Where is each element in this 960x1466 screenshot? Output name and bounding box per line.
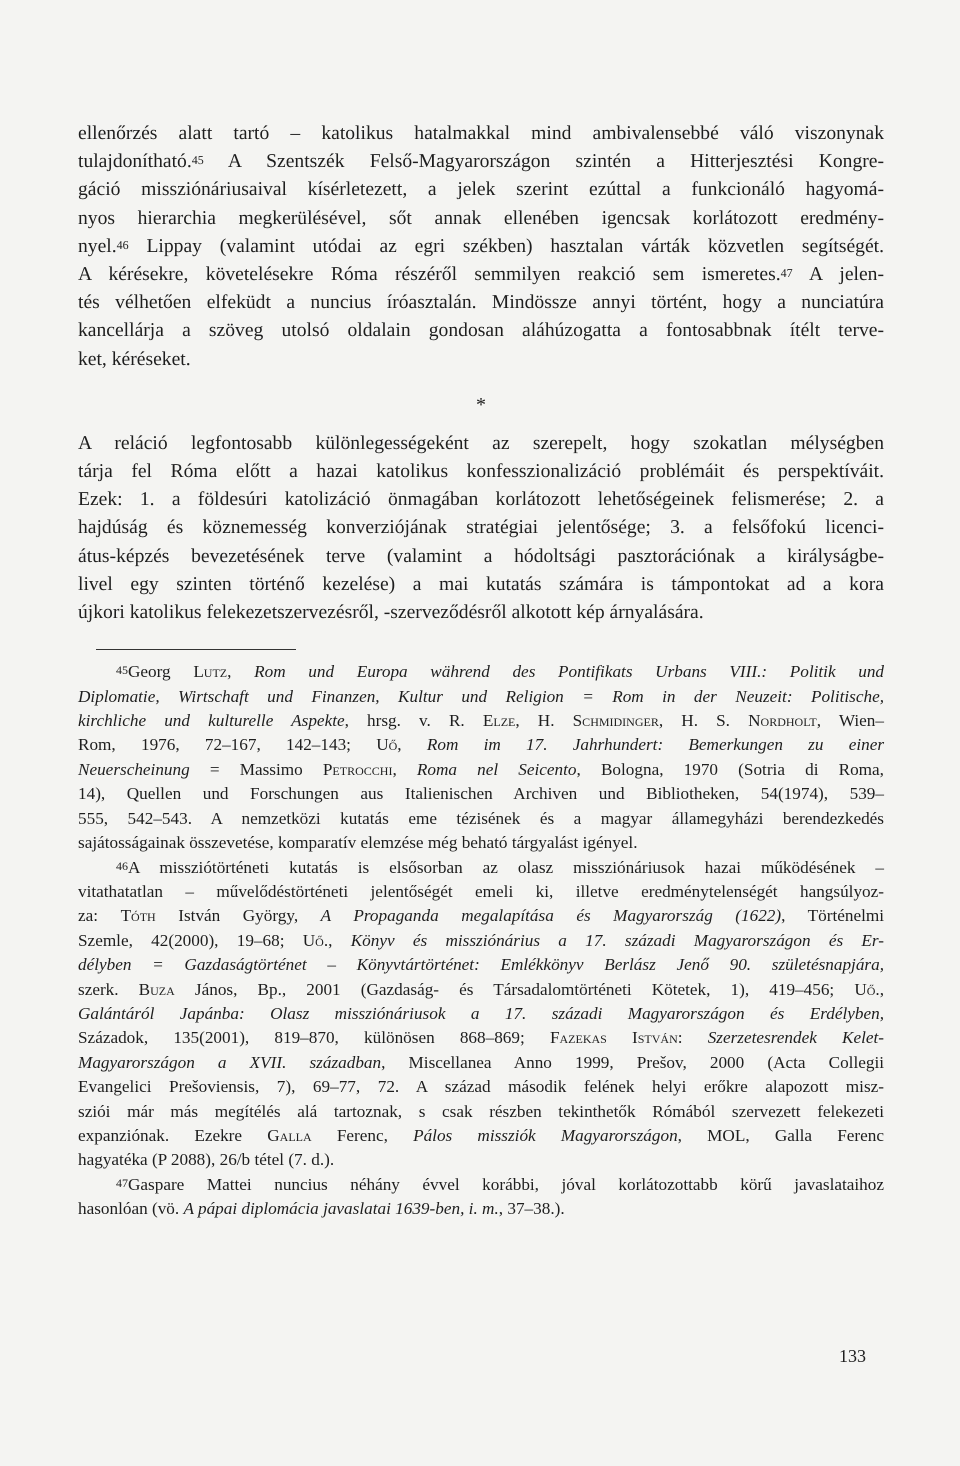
footnote-line: Neuerscheinung = Massimo Petrocchi, Roma nel Seicento, Bologna, 1970 (Sotria di Roma,	[78, 759, 884, 779]
text-line: nyel.$^{46}$ Lippay (valamint utódai az egri székben) hasztalan várták közvetlen segítségét.	[78, 235, 884, 257]
footnote-47	[78, 1173, 884, 1222]
footnote-line: Diplomatie, Wirtschaft und Finanzen, Kultur und Religion = Rom in der Neuzeit: Politische,	[78, 686, 884, 706]
footnote-line: Galántáról Japánba: Olasz missziónáriusok a 17. századi Magyarországon és Erdélyben,	[78, 1003, 884, 1023]
text-line: átus-képzés bevezetésének terve (valamint a hódoltsági pasztorációnak a királyságbe-	[78, 545, 884, 567]
footnote-number: 47	[116, 1175, 128, 1190]
text-line: tulajdonítható.$^{45}$ A Szentszék Felső-Magyarországon szintén a Hitterjesztési Kongre-	[78, 151, 884, 173]
footnote-line: $^{46}$A missziótörténeti kutatás is elsősorban az olasz missziónáriusok hazai működésének –	[116, 857, 884, 877]
text-line: nyos hierarchia megkerülésével, sőt annak ellenében igencsak korlátozott eredmény-	[78, 207, 884, 229]
footnote-ref: 45	[191, 153, 204, 168]
footnote-ref: 46	[116, 237, 129, 252]
text-line: gáció missziónáriusaival kísérletezett, a jelek szerint ezúttal a funkcionáló hagyomá-	[78, 179, 884, 201]
footnote-line: vitathatatlan – művelődéstörténeti jelentőségét emeli ki, illetve eredménytelenségét hangsúlyoz-	[78, 881, 884, 901]
footnote-45	[78, 660, 884, 855]
footnote-line: kirchliche und kulturelle Aspekte, hrsg. v. R. Elze, H. Schmidinger, H. S. Nordholt, Wien–	[78, 711, 884, 731]
text-line: A reláció legfontosabb különlegességeként az szerepelt, hogy szokatlan mélységben	[78, 432, 884, 454]
text-line: tárja fel Róma előtt a hazai katolikus konfesszionalizáció problémáit és perspektíváit.	[78, 461, 884, 483]
section-separator: *	[476, 393, 486, 416]
footnote-line: Evangelici Prešoviensis, 7), 69–77, 72. A század második felének helyi erőkre alapozott misz-	[78, 1077, 884, 1097]
footnote-line: Századok, 135(2001), 819–870, különösen 868–869; Fazekas István: Szerzetesrendek Kelet-	[78, 1028, 885, 1048]
footnote-line: za: Tóth István György, A Propaganda megalapítása és Magyarország (1622), Történelmi	[78, 906, 884, 926]
footnote-line: sajátosságainak összevetése, komparatív elemzése még beható tárgyalást igényel.	[78, 833, 638, 853]
paragraph-2	[78, 430, 884, 627]
footnote-line: hasonlóan (vö. A pápai diplomácia javaslatai 1639-ben, i. m., 37–38.).	[78, 1199, 565, 1219]
paragraph-1	[78, 120, 884, 374]
footnotes	[78, 660, 884, 1221]
footnote-line: hagyatéka (P 2088), 26/b tétel (7. d.).	[78, 1150, 335, 1170]
text-line: ellenőrzés alatt tartó – katolikus hatalmakkal mind ambivalensebbé váló viszonynak	[78, 123, 884, 144]
text-line: hajdúság és köznemesség konverziójának stratégiai jelentősége; 3. a felsőfokú licenci-	[78, 517, 884, 539]
footnote-divider	[96, 649, 296, 650]
footnote-46	[78, 856, 884, 1173]
footnote-number: 46	[116, 858, 128, 873]
text-line: kancellárja a szöveg utolsó oldalain gondosan aláhúzogatta a fontosabbnak ítélt terve-	[78, 320, 884, 342]
footnote-line: expanziónak. Ezekre Galla Ferenc, Pálos missziók Magyarországon, MOL, Galla Ferenc	[78, 1125, 884, 1145]
footnote-line: Magyarországon a XVII. században, Miscellanea Anno 1999, Prešov, 2000 (Acta Collegii	[78, 1052, 885, 1072]
footnote-line: $^{47}$Gaspare Mattei nuncius néhány évvel korábbi, jóval korlátozottabb körű javaslataihoz	[116, 1174, 884, 1194]
text-line: livel egy szinten történő kezelése) a mai kutatás számára is támpontokat ad a kora	[78, 573, 884, 595]
footnote-number: 45	[116, 663, 128, 678]
footnote-line: 555, 542–543. A nemzetközi kutatás eme tézisének és a magyar államegyházi berendezkedés	[78, 808, 884, 828]
footnote-line: Rom, 1976, 72–167, 142–143; Uő, Rom im 17. Jahrhundert: Bemerkungen zu einer	[78, 735, 885, 755]
footnote-line: Szemle, 42(2000), 19–68; Uő., Könyv és missziónárius a 17. századi Magyarországon és Er-	[78, 930, 884, 950]
footnote-line: 14), Quellen und Forschungen aus Italienischen Archiven und Bibliotheken, 54(1974), 539–	[78, 784, 884, 804]
text-line: ket, kéréseket.	[78, 348, 191, 370]
text-line: Ezek: 1. a földesúri katolizáció önmagában korlátozott lehetőségeinek felismerése; 2. a	[78, 489, 884, 511]
page-number: 133	[839, 1346, 866, 1366]
text-line: újkori katolikus felekezetszervezésről, -szerveződésről alkotott kép árnyalására.	[78, 602, 704, 624]
footnote-line: $^{45}$Georg Lutz, Rom und Europa während des Pontifikats Urbans VIII.: Politik und	[116, 662, 885, 682]
footnote-line: sziói már más megítélés alá tartoznak, s csak részben tekinthetők Rómából szervezett felekezeti	[78, 1101, 884, 1121]
footnote-line: délyben = Gazdaságtörténet – Könyvtártörténet: Emlékkönyv Berlász Jenő 90. születésnapjára,	[78, 955, 884, 975]
text-line: A kérésekre, követelésekre Róma részéről semmilyen reakció sem ismeretes.$^{47}$ A jelen-	[78, 264, 884, 286]
footnote-ref: 47	[780, 266, 793, 281]
page-content	[78, 120, 884, 1222]
footnote-line: szerk. Buza János, Bp., 2001 (Gazdaság- és Társadalomtörténeti Kötetek, 1), 419–456; Uő.,	[78, 979, 885, 999]
text-line: tés vélhetően elfeküdt a nuncius íróasztalán. Mindössze annyi történt, hogy a nunciatúra	[78, 292, 884, 314]
